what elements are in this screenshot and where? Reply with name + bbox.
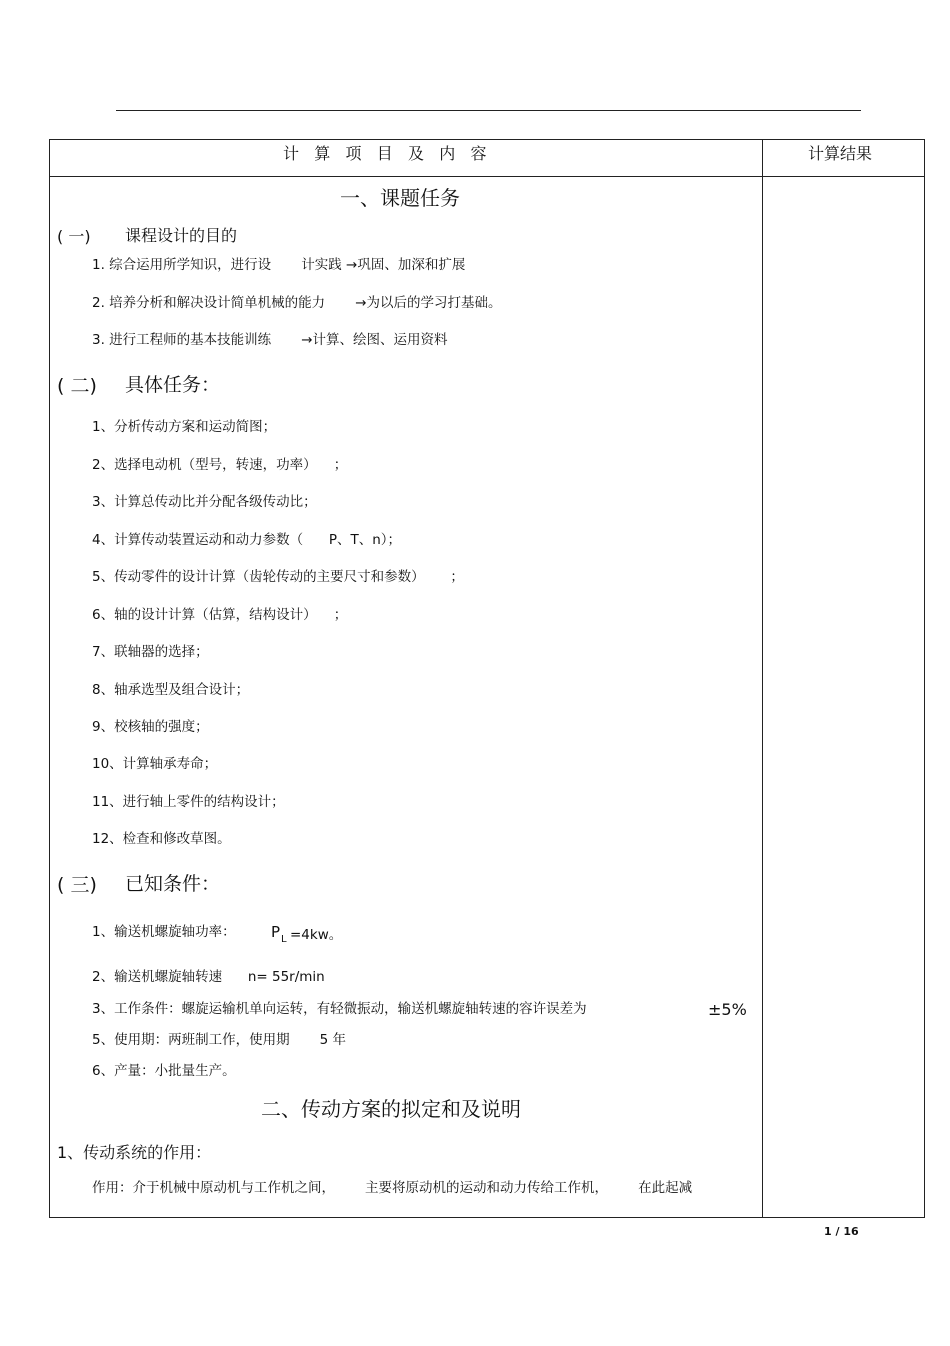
- list-item: 4、计算传动装置运动和动力参数（ P、T、n）；: [92, 532, 402, 548]
- condition-power-label: 1、输送机螺旋轴功率：: [92, 924, 236, 940]
- condition-power-subscript: L: [281, 934, 287, 945]
- list-item: 2、选择电动机（型号，转速，功率） ；: [92, 457, 348, 473]
- part3-label: ( 三): [57, 874, 97, 896]
- list-item: 6、轴的设计计算（估算，结构设计） ；: [92, 607, 348, 623]
- list-item: 8、轴承选型及组合设计；: [92, 682, 250, 698]
- section1-title: 一、课题任务: [340, 186, 460, 210]
- list-item: 3、计算总传动比并分配各级传动比；: [92, 494, 317, 510]
- header-result-column: 计算结果: [808, 144, 873, 163]
- list-item: 2、输送机螺旋轴转速 n= 55r/min: [92, 969, 325, 985]
- condition-power-value: =4kw。: [290, 927, 343, 943]
- list-item: 10、计算轴承寿命；: [92, 756, 218, 772]
- list-item: 2. 培养分析和解决设计简单机械的能力 →为以后的学习打基础。: [92, 295, 502, 311]
- list-item: 12、检查和修改草图。: [92, 831, 231, 847]
- list-item: 9、校核轴的强度；: [92, 719, 209, 735]
- page-number: 1 / 16: [824, 1225, 859, 1238]
- condition-power-symbol: P: [271, 923, 281, 941]
- part1-title: 课程设计的目的: [125, 226, 238, 245]
- list-item: 5、传动零件的设计计算（齿轮传动的主要尺寸和参数） ；: [92, 569, 464, 585]
- part3-title: 已知条件：: [125, 873, 221, 895]
- part1-label: ( 一): [57, 227, 91, 246]
- list-item: 5、使用期：两班制工作，使用期 5 年: [92, 1032, 347, 1048]
- tolerance-value: ±5%: [708, 1000, 747, 1019]
- list-item: 7、联轴器的选择；: [92, 644, 209, 660]
- list-item: 3、工作条件：螺旋运输机单向运转，有轻微振动，输送机螺旋轴转速的容许误差为: [92, 1001, 587, 1017]
- body-paragraph: 作用：介于机械中原动机与工作机之间， 主要将原动机的运动和动力传给工作机， 在此起减: [92, 1180, 693, 1196]
- list-item: 3. 进行工程师的基本技能训练 →计算、绘图、运用资料: [92, 332, 448, 348]
- list-item: 1、分析传动方案和运动简图；: [92, 419, 277, 435]
- section2-subheading: 1、传动系统的作用：: [57, 1143, 212, 1162]
- top-rule: [116, 110, 861, 111]
- header-divider: [49, 176, 925, 177]
- part2-title: 具体任务：: [125, 374, 221, 396]
- header-content-column: 计 算 项 目 及 内 容: [283, 144, 487, 163]
- list-item: 1. 综合运用所学知识，进行设 计实践 →巩固、加深和扩展: [92, 257, 466, 273]
- part2-label: ( 二): [57, 375, 97, 397]
- column-divider: [762, 139, 763, 1218]
- section2-title: 二、传动方案的拟定和及说明: [261, 1097, 521, 1121]
- list-item: 11、进行轴上零件的结构设计；: [92, 794, 285, 810]
- list-item: 6、产量：小批量生产。: [92, 1063, 236, 1079]
